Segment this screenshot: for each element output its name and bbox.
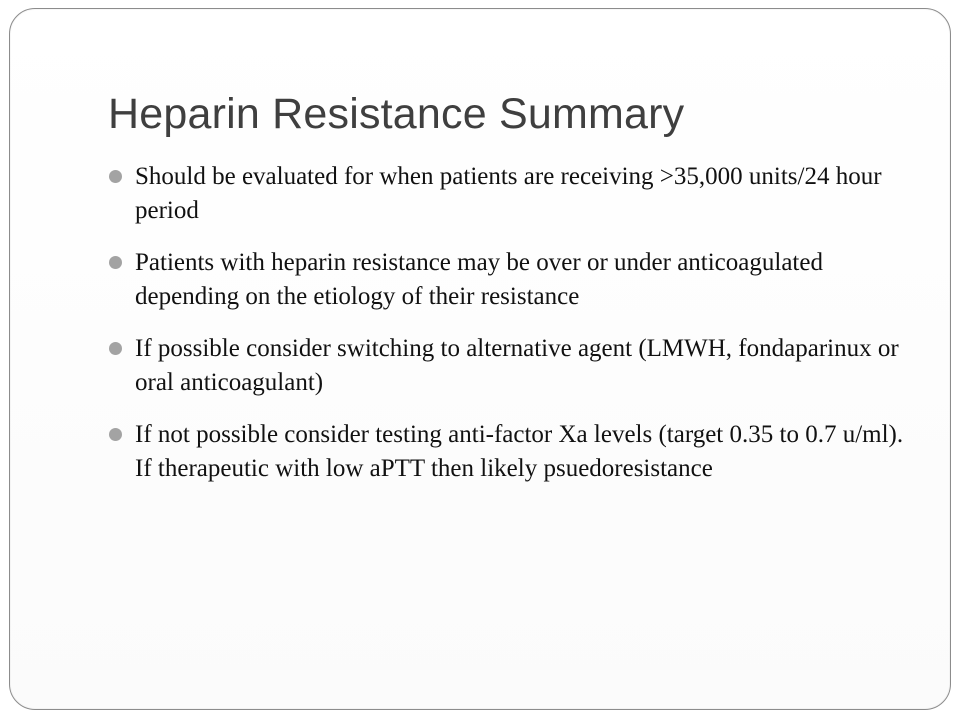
- bullet-dot-icon: [109, 428, 122, 441]
- slide-title: Heparin Resistance Summary: [108, 90, 685, 138]
- bullet-text-evaluation: Should be evaluated for when patients are receiving >35,000 units/24 hour period: [135, 163, 882, 224]
- bullet-item-anti-factor-xa: [108, 418, 908, 486]
- bullet-item-alternative-agent: [108, 332, 908, 400]
- bullet-text-anticoagulation: Patients with heparin resistance may be over or under anticoagulated depending on the etiology of their resistance: [135, 249, 823, 310]
- bullet-dot-icon: [109, 256, 122, 269]
- bullet-dot-icon: [109, 342, 122, 355]
- bullet-text-alternative-agent: If possible consider switching to alternative agent (LMWH, fondaparinux or oral anticoagulant): [135, 335, 899, 396]
- bullet-text-anti-factor-xa: If not possible consider testing anti-factor Xa levels (target 0.35 to 0.7 u/ml). If therapeutic with low aPTT then likely psuedoresistance: [135, 421, 904, 482]
- bullet-item-evaluation: [108, 160, 908, 228]
- bullet-dot-icon: [109, 170, 122, 183]
- bullet-list: [108, 160, 908, 504]
- bullet-item-anticoagulation: [108, 246, 908, 314]
